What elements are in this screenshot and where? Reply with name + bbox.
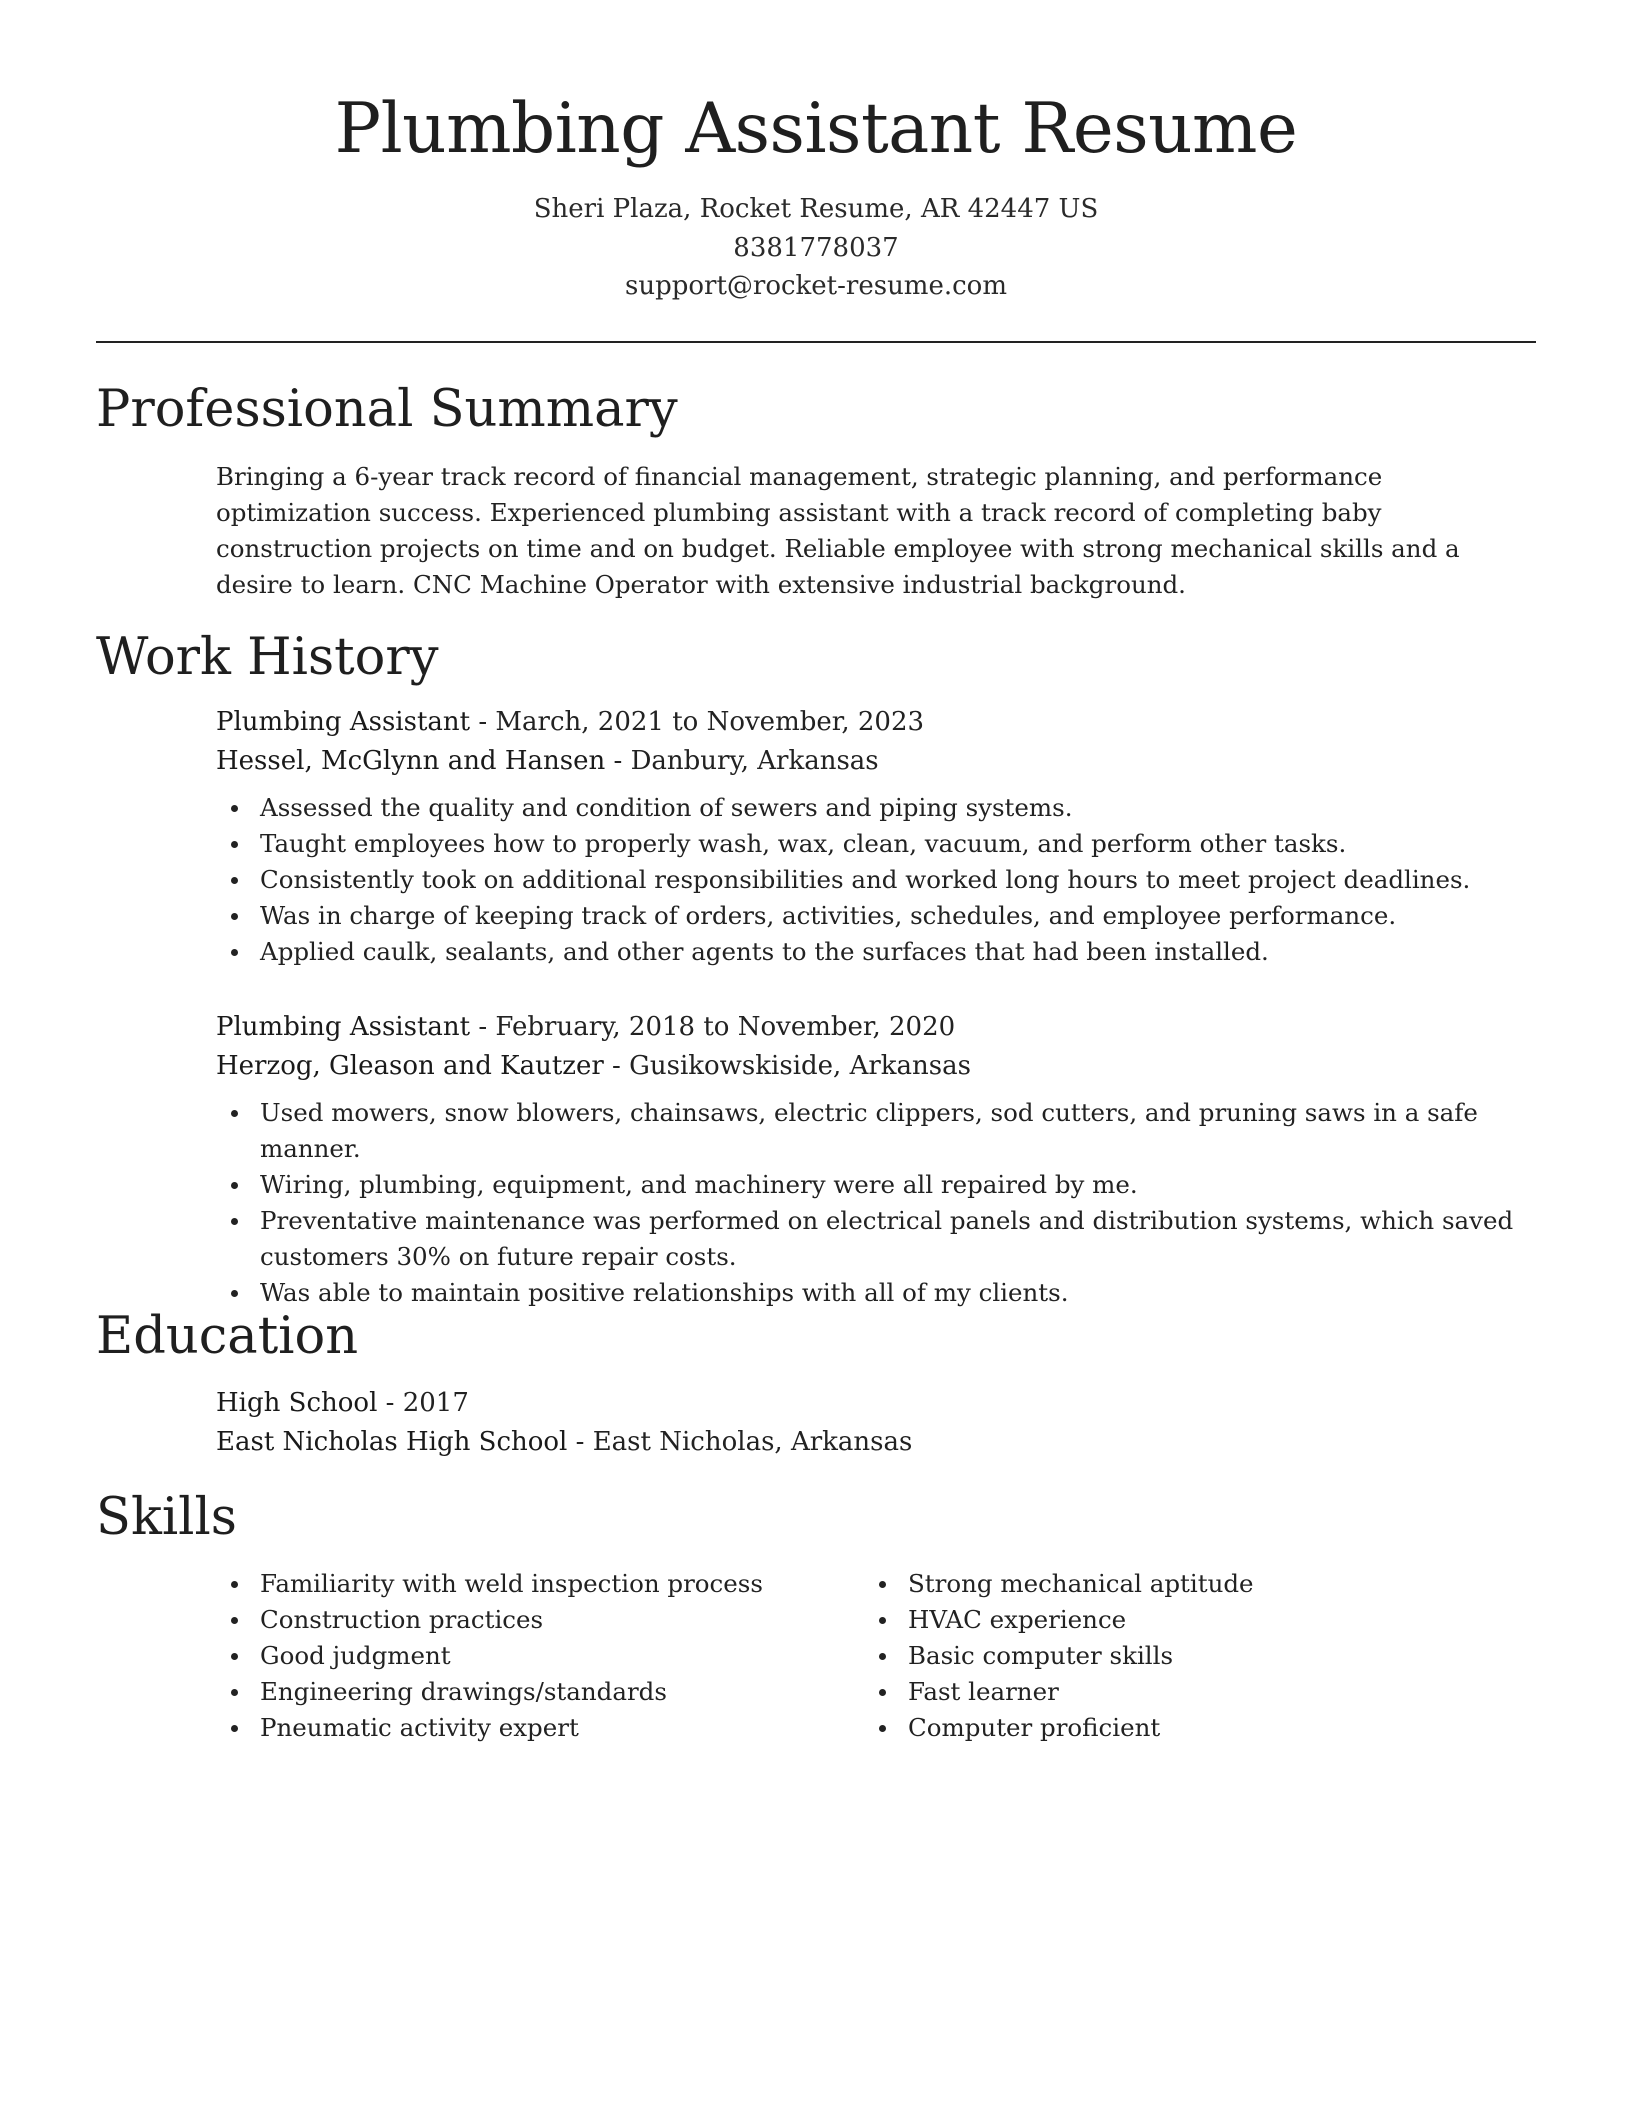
education-entry — [216, 1384, 1536, 1462]
education-degree-line — [216, 1384, 1536, 1423]
resume-title: Plumbing Assistant Resume — [334, 89, 1298, 169]
header-divider — [96, 341, 1536, 343]
job-duties-list — [216, 1095, 1536, 1311]
job-dates: - February, 2018 to November, 2020 — [470, 1012, 956, 1042]
list-item: Fast learner — [864, 1674, 1504, 1710]
list-item: Assessed the quality and condition of sewers and piping systems. — [216, 790, 1536, 826]
education-year: - 2017 — [377, 1388, 469, 1418]
summary-heading: Professional Summary — [96, 380, 678, 439]
list-item: Engineering drawings/standards — [216, 1674, 856, 1710]
job-title: Plumbing Assistant — [216, 1012, 471, 1042]
skills-column-right — [864, 1566, 1504, 1746]
list-item: Consistently took on additional responsibilities and worked long hours to meet project deadlines. — [216, 862, 1536, 898]
skills-heading: Skills — [96, 1488, 237, 1547]
job-title-line — [216, 1008, 1536, 1047]
list-item: Good judgment — [216, 1638, 856, 1674]
job-location: - Gusikowskiside, Arkansas — [603, 1051, 971, 1081]
contact-block — [96, 190, 1536, 306]
job-company-line — [216, 742, 1536, 781]
list-item: Was in charge of keeping track of orders, activities, schedules, and employee performance. — [216, 898, 1536, 934]
job-location: - Danbury, Arkansas — [605, 746, 879, 776]
list-item: Was able to maintain positive relationships with all of my clients. — [216, 1275, 1536, 1311]
education-school: East Nicholas High School — [216, 1427, 568, 1457]
skills-list — [864, 1566, 1504, 1746]
list-item: Basic computer skills — [864, 1638, 1504, 1674]
list-item: Pneumatic activity expert — [216, 1710, 856, 1746]
education-heading: Education — [96, 1307, 359, 1366]
skills-list — [216, 1566, 856, 1746]
list-item: Strong mechanical aptitude — [864, 1566, 1504, 1602]
education-school-line — [216, 1423, 1536, 1462]
list-item: HVAC experience — [864, 1602, 1504, 1638]
education-degree: High School — [216, 1388, 378, 1418]
job-title: Plumbing Assistant — [216, 707, 471, 737]
contact-email: support@rocket-resume.com — [624, 271, 1007, 301]
list-item: Taught employees how to properly wash, wax, clean, vacuum, and perform other tasks. — [216, 826, 1536, 862]
job-duties-list — [216, 790, 1536, 970]
resume-page — [96, 0, 1536, 2112]
job-company: Hessel, McGlynn and Hansen — [216, 746, 606, 776]
list-item: Used mowers, snow blowers, chainsaws, electric clippers, sod cutters, and pruning saws in a safe manner. — [216, 1095, 1536, 1167]
contact-address: Sheri Plaza, Rocket Resume, AR 42447 US — [533, 194, 1099, 224]
contact-phone: 8381778037 — [733, 232, 899, 263]
list-item: Construction practices — [216, 1602, 856, 1638]
job-company-line — [216, 1047, 1536, 1086]
job-title-line — [216, 703, 1536, 742]
list-item: Preventative maintenance was performed on electrical panels and distribution systems, which saved customers 30% on future repair costs. — [216, 1203, 1536, 1275]
list-item: Computer proficient — [864, 1710, 1504, 1746]
education-location: - East Nicholas, Arkansas — [567, 1427, 913, 1457]
list-item: Familiarity with weld inspection process — [216, 1566, 856, 1602]
list-item: Applied caulk, sealants, and other agents to the surfaces that had been installed. — [216, 934, 1536, 970]
job-dates: - March, 2021 to November, 2023 — [470, 707, 925, 737]
list-item: Wiring, plumbing, equipment, and machinery were all repaired by me. — [216, 1167, 1536, 1203]
work-history-heading: Work History — [96, 628, 439, 687]
job-entry — [216, 703, 1536, 970]
skills-column-left — [216, 1566, 856, 1746]
job-company: Herzog, Gleason and Kautzer — [216, 1051, 604, 1081]
job-entry — [216, 1008, 1536, 1311]
summary-text: Bringing a 6-year track record of financial management, strategic planning, and performance optimization success. Experienced plumbing assistant with a track record of completing baby construction projects on time and on budget. Reliable employee with strong mechanical skills and a desire to learn. CNC Machine Operator with extensive industrial background. — [216, 462, 1460, 599]
